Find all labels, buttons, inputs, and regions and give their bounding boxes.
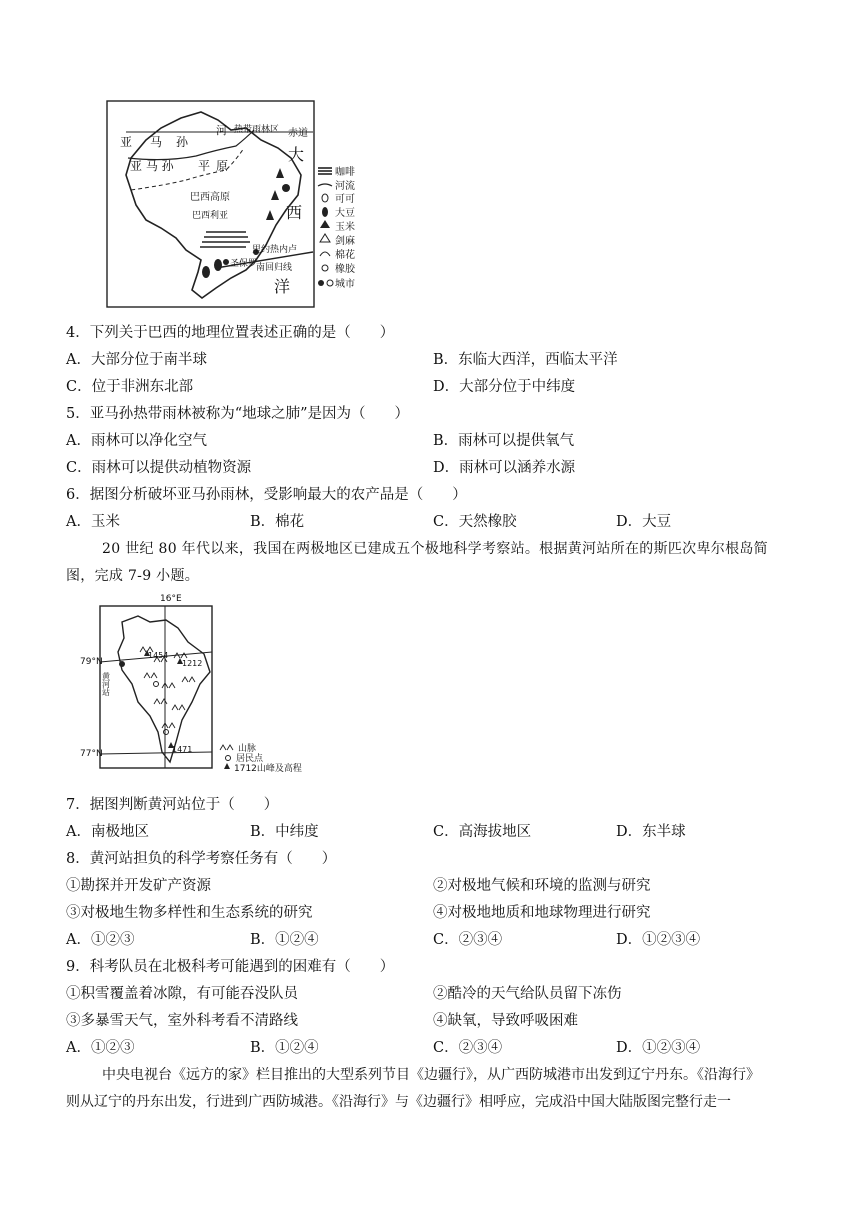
equator-label: 赤道 [288, 128, 308, 139]
q8-statement-4: ④对极地地质和地球物理进行研究 [433, 905, 651, 921]
q9-option-c: C．②③④ [433, 1040, 503, 1056]
tropic-label: 南回归线 [256, 263, 293, 273]
q7-option-c: C．高海拔地区 [433, 824, 532, 840]
peak-1212-label: 1212 [182, 659, 203, 668]
q6-stem: 6．据图分析破坏亚马孙雨林，受影响最大的农产品是（ ） [66, 487, 467, 503]
brazil-highland-label: 巴西高原 [190, 192, 230, 203]
q7-option-a: A．南极地区 [66, 824, 149, 840]
q8-option-d: D．①②③④ [616, 932, 701, 948]
q8-statement-1: ①勘探并开发矿产资源 [66, 878, 211, 894]
q4-option-d: D．大部分位于中纬度 [433, 379, 576, 395]
ocean-xi-label: 西 [286, 203, 303, 222]
q4-option-b: B．东临大西洋，西临太平洋 [433, 352, 618, 368]
amazon-plain-label: 亚 马 孙 [130, 159, 174, 173]
amazon-ping-label: 平 [198, 159, 211, 173]
legend-coffee: 咖啡 [335, 167, 355, 178]
longitude-label: 16°E [160, 594, 182, 604]
legend-soybean: 大豆 [335, 208, 355, 219]
q5-option-b: B．雨林可以提供氧气 [433, 433, 575, 449]
intro-next-line2: 则从辽宁的丹东出发，行进到广西防城港。《沿海行》与《边疆行》相呼应，完成沿中国大陆版图完整行走一 [66, 1094, 731, 1110]
legend-peak: 1712山峰及高程 [234, 764, 302, 774]
q8-stem: 8．黄河站担负的科学考察任务有（ ） [66, 851, 337, 867]
q9-statement-4: ④缺氧，导致呼吸困难 [433, 1013, 578, 1029]
latitude-77-label: 77°N [80, 749, 103, 759]
q7-stem: 7．据图判断黄河站位于（ ） [66, 797, 279, 813]
legend-sisal: 剑麻 [335, 236, 355, 247]
legend-cotton: 棉花 [335, 250, 355, 261]
rio-label: 里约热内卢 [252, 245, 298, 255]
yellow-river-station-label: 黄河站 [101, 672, 111, 696]
q8-option-a: A．①②③ [66, 932, 135, 948]
q8-option-c: C．②③④ [433, 932, 503, 948]
q9-option-a: A．①②③ [66, 1040, 135, 1056]
brazil-map [106, 100, 376, 310]
river-label: 河 [216, 124, 227, 137]
q9-option-b: B．①②④ [250, 1040, 319, 1056]
legend-settlement: 居民点 [236, 754, 264, 764]
q5-option-a: A．雨林可以净化空气 [66, 433, 207, 449]
q5-option-d: D．雨林可以涵养水源 [433, 460, 576, 476]
q4-option-c: C．位于非洲东北部 [66, 379, 194, 395]
q7-option-b: B．中纬度 [250, 824, 319, 840]
intro-next-line1: 中央电视台《远方的家》栏目推出的大型系列节目《边疆行》，从广西防城港市出发到辽宁丹东。《沿海行》 [102, 1067, 760, 1083]
legend-cocoa: 可可 [335, 194, 355, 205]
q7-option-d: D．东半球 [616, 824, 686, 840]
latitude-79-label: 79°N [80, 657, 103, 667]
intro-7-9-line2: 图，完成 7-9 小题。 [66, 568, 200, 584]
q8-statement-2: ②对极地气候和环境的监测与研究 [433, 878, 651, 894]
amazon-ya-label: 亚 [120, 135, 133, 149]
svalbard-map-legend [220, 742, 302, 774]
legend-river: 河流 [335, 181, 355, 192]
q6-option-d: D．大豆 [616, 514, 672, 530]
peak-1471-label: 1471 [172, 745, 193, 754]
peak-1454-label: 1454 [148, 651, 169, 660]
legend-corn: 玉米 [335, 222, 355, 233]
ocean-da-label: 大 [288, 145, 305, 164]
rainforest-label: 热带雨林区 [234, 125, 280, 135]
svalbard-map [78, 592, 318, 782]
q8-option-b: B．①②④ [250, 932, 319, 948]
q4-stem: 4．下列关于巴西的地理位置表述正确的是（ ） [66, 325, 395, 341]
brazil-map-legend [318, 165, 356, 290]
amazon-yuan-label: 原 [216, 159, 229, 173]
q6-option-c: C．天然橡胶 [433, 514, 517, 530]
q9-statement-1: ①积雪覆盖着冰隙，有可能吞没队员 [66, 986, 298, 1002]
saopaulo-label: 圣保罗 [230, 259, 258, 269]
q9-statement-2: ②酷冷的天气给队员留下冻伤 [433, 986, 622, 1002]
q6-option-a: A．玉米 [66, 514, 120, 530]
q8-statement-3: ③对极地生物多样性和生态系统的研究 [66, 905, 313, 921]
q9-stem: 9．科考队员在北极科考可能遇到的困难有（ ） [66, 959, 395, 975]
legend-rubber: 橡胶 [335, 264, 355, 275]
q9-statement-3: ③多暴雪天气，室外科考看不清路线 [66, 1013, 298, 1029]
q6-option-b: B．棉花 [250, 514, 305, 530]
amazon-ma-label: 马 [150, 135, 163, 149]
q5-option-c: C．雨林可以提供动植物资源 [66, 460, 252, 476]
legend-mountain: 山脉 [238, 744, 257, 754]
ocean-yang-label: 洋 [274, 277, 291, 296]
amazon-xun-label: 孙 [176, 135, 189, 149]
brasilia-label: 巴西利亚 [192, 211, 229, 221]
q4-option-a: A．大部分位于南半球 [66, 352, 207, 368]
q5-stem: 5．亚马孙热带雨林被称为“地球之肺”是因为（ ） [66, 406, 410, 422]
q9-option-d: D．①②③④ [616, 1040, 701, 1056]
legend-city: 城市 [335, 279, 355, 290]
intro-7-9-line1: 20 世纪 80 年代以来，我国在两极地区已建成五个极地科学考察站。根据黄河站所在的斯匹次卑尔根岛简 [102, 541, 768, 557]
